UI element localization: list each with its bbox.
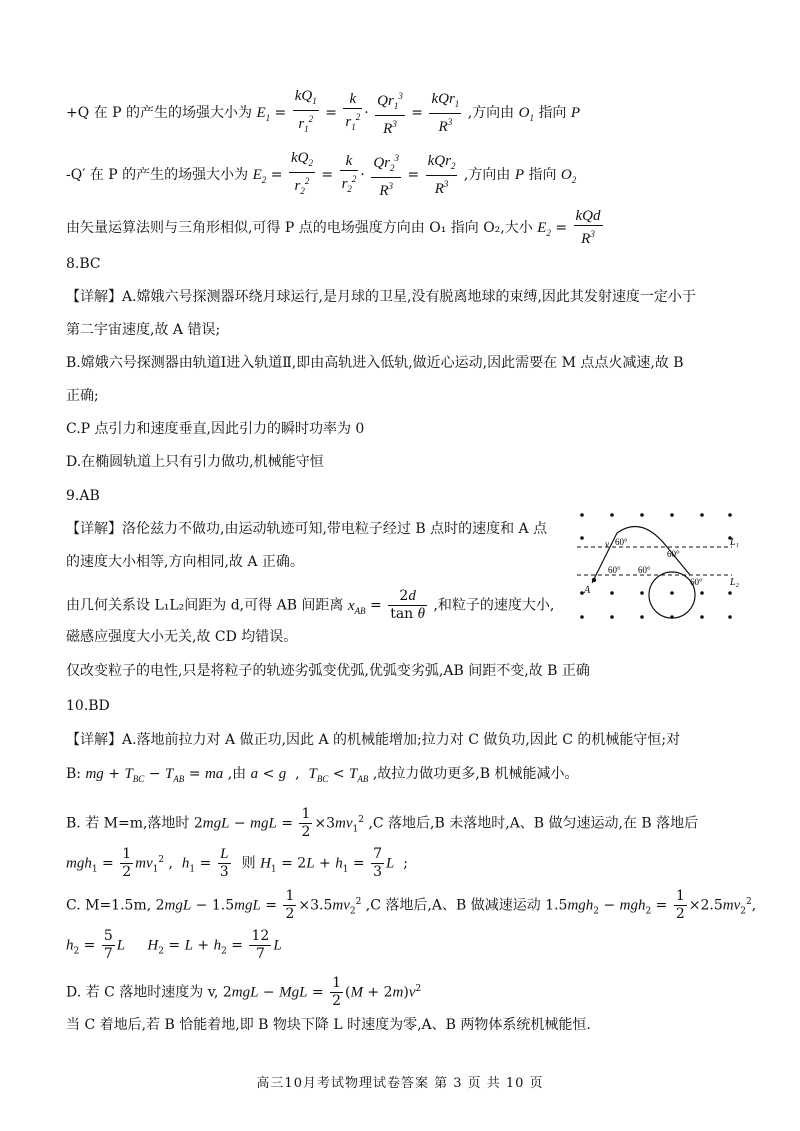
q8-answer: 8.BC	[66, 256, 101, 272]
angle-label-2: 60°	[667, 549, 680, 559]
q9-line-4: 磁感应强度大小无关,故 CD 均错误。	[66, 629, 298, 645]
q10-line-7: D. 若 C 落地时速度为 v, 2mgL − MgL = $\frac{1}{2}$ $(M + 2m)v^2$	[66, 975, 422, 1009]
resultant-line: 由矢量运算法则与三角形相似,可得 P 点的电场强度方向由 O₁ 指向 O₂,大小 $E_2$ = $\frac{\text{kQd}}{R^3}$	[66, 208, 601, 247]
q10-line-2: B: mg + $T_{BC} - T_{AB}$ = ma ,由 a < g , $T_{BC} < T_{AB}$ ,故拉力做功更多,B 机械能减小。	[66, 766, 579, 784]
q10-line-3: B. 若 M=m,落地时 2mgL − mgL = $\frac{1}{2}$ $\times 3mv_1^2$ ,C 落地后,B 未落地时,A、B 做匀速运动,在 B 落地后	[66, 806, 699, 840]
e2-line: -Q′ 在 P 的产生的场强大小为 $E_2$ = $\frac{kQ_2}{r_2^2}$ = $\frac{k}{r_2^2}$ · $\frac{Qr_2^3}{R^3}$ = $\frac{kQr_2}{R^3}$ ,方向由 P 指向 $O_2$	[66, 150, 577, 199]
angle-label-5: 60°	[690, 577, 703, 587]
point-A	[592, 578, 596, 582]
label-L1: L₁	[730, 537, 740, 548]
label-L2: L₂	[730, 577, 740, 588]
trajectory-circle	[649, 572, 695, 618]
q10-line-1: 【详解】A.落地前拉力对 A 做正功,因此 A 的机械能增加;拉力对 C 做负功,因此 C 的机械能守恒;对	[66, 732, 681, 748]
q9-line-5: 仅改变粒子的电性,只是将粒子的轨迹劣弧变优弧,优弧变劣弧,AB 间距不变,故 B 正确	[66, 663, 590, 679]
q8-line-4: 正确;	[66, 388, 99, 404]
q9-line-3: 由几何关系设 L₁L₂间距为 d,可得 AB 间距离 $x_{AB}$ = $\frac{2d}{\text{tan θ}}$ ,和粒子的速度大小,	[66, 588, 555, 622]
q9-line-1: 【详解】洛伦兹力不做功,由运动轨迹可知,带电粒子经过 B 点时的速度和 A 点	[66, 521, 548, 537]
q10-line-6: $h_2$ = $\frac{5}{7}$ L $H_2 = L + h_2$ = $\frac{12}{7}$ L	[66, 928, 282, 962]
q8-line-1: 【详解】A.嫦娥六号探测器环绕月球运行,是月球的卫星,没有脱离地球的束缚,因此其发射速度一定小于	[66, 289, 696, 305]
magnetic-field-diagram	[572, 505, 742, 630]
q10-line-8: 当 C 着地后,若 B 恰能着地,即 B 物块下降 L 时速度为零,A、B 两物体系统机械能恒.	[66, 1017, 591, 1033]
angle-label-3: 60°	[608, 565, 621, 575]
q8-line-3: B.嫦娥六号探测器由轨道Ⅰ进入轨道Ⅱ,即由高轨进入低轨,做近心运动,因此需要在 M 点点火减速,故 B	[66, 355, 684, 371]
page-footer: 高三10月考试物理试卷答案 第 3 页 共 10 页	[256, 1076, 544, 1091]
q10-answer: 10.BD	[66, 698, 110, 714]
e1-text: +Q 在 P 的产生的场强大小为	[66, 105, 252, 121]
q10-line-4: mgh$_1$ = $\frac{1}{2}$ $mv_1^2$ , $h_1$ = $\frac{L}{3}$ 则 $H_1 = 2L + h_1$ = $\frac{7}{3}$ L ;	[66, 846, 408, 880]
field-dots	[580, 513, 732, 619]
q9-answer: 9.AB	[66, 488, 100, 504]
angle-label-4: 60°	[638, 565, 651, 575]
q9-line-2: 的速度大小相等,方向相同,故 A 正确。	[66, 554, 304, 570]
q8-line-6: D.在椭圆轨道上只有引力做功,机械能守恒	[66, 454, 324, 470]
q8-line-5: C.P 点引力和速度垂直,因此引力的瞬时功率为 0	[66, 421, 365, 437]
q8-line-2: 第二宇宙速度,故 A 错误;	[66, 322, 221, 338]
label-A: A	[584, 585, 591, 596]
e1-line: +Q 在 P 的产生的场强大小为 $E_1$ = $\frac{kQ_1}{r_1^2}$ = $\frac{k}{r_1^2}$ · $\frac{Qr_1^3}{R^3}$ = $\frac{kQr_1}{R^3}$ ,方向由 $O_1$ 指向 P	[66, 88, 581, 137]
angle-label-1: 60°	[615, 537, 628, 547]
e2-text: -Q′ 在 P 的产生的场强大小为	[66, 167, 249, 183]
label-v: v	[605, 539, 609, 549]
q10-line-5: C. M=1.5m, 2mgL − 1.5mgL = $\frac{1}{2}$ $\times 3.5mv_2^2$ ,C 落地后,A、B 做减速运动 1.5mgh$_2$ − mgh$_2$ = $\frac{1}{2}$ $\times 2.5mv_2^2$,	[66, 888, 757, 922]
